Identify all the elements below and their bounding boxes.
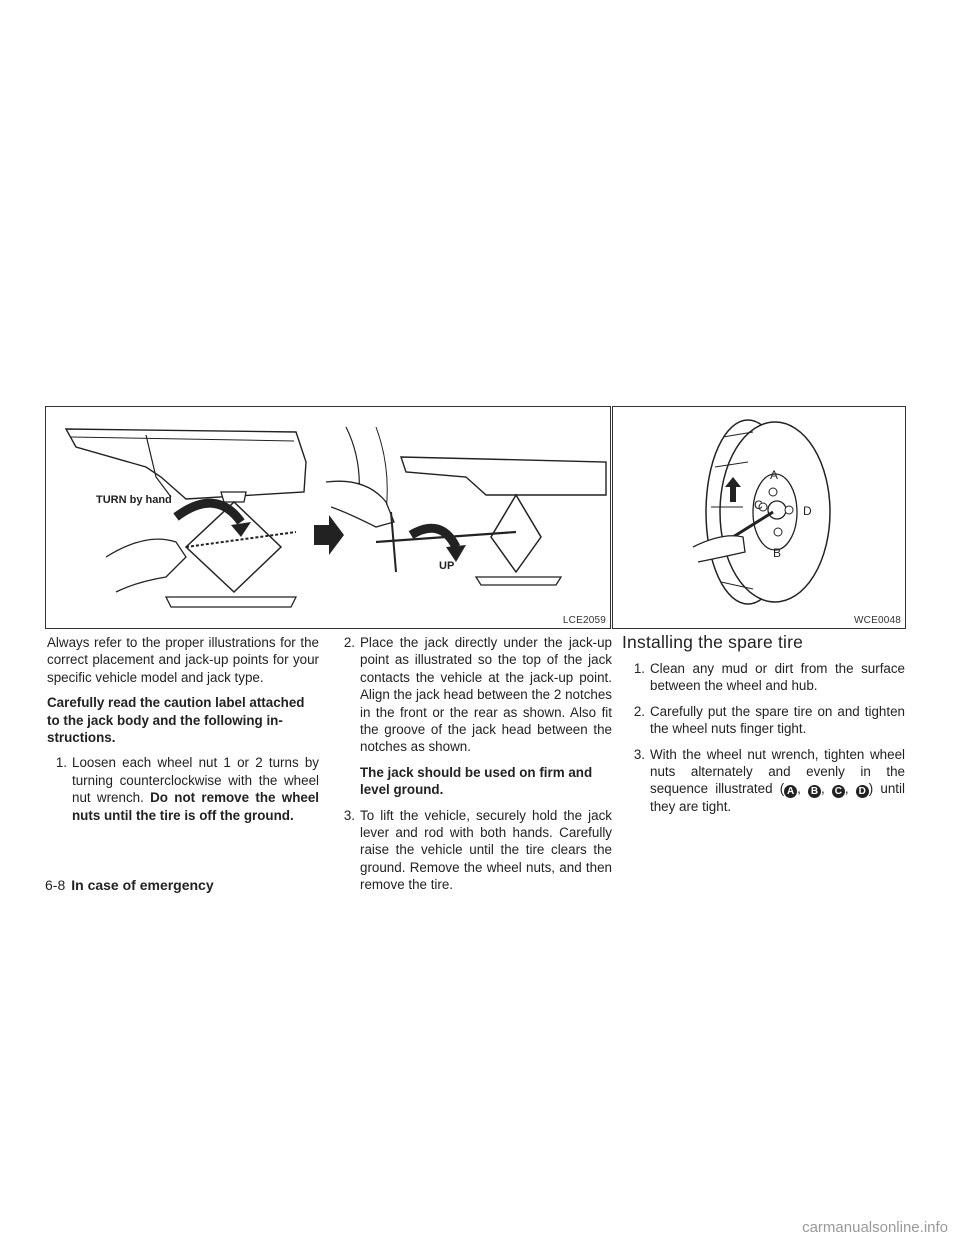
watermark: carmanualsonline.info: [802, 1219, 948, 1236]
step-warning: Do not remove the wheel nuts until the tire is off the ground.: [72, 790, 319, 823]
figure-code: WCE0048: [854, 615, 901, 626]
step-text-end: ) until they are tight.: [650, 781, 905, 815]
jack-illustration: [45, 406, 611, 629]
step-text: Loosen each wheel nut 1 or 2 turns by turning counterclockwise with the wheel nut wrench.: [72, 755, 319, 806]
turn-by-hand-label: TURN by hand: [96, 494, 172, 506]
wheel-drawing: [613, 407, 905, 628]
label-c: C: [754, 498, 763, 512]
label-b: B: [773, 546, 782, 560]
list-number: 1.: [633, 661, 645, 676]
list-number: 2.: [343, 635, 355, 650]
page-footer: [45, 877, 214, 893]
seq-badge-b: B: [808, 785, 821, 798]
step-text: Clean any mud or dirt from the surface between the wheel and hub.: [650, 661, 905, 694]
list-number: 3.: [343, 807, 355, 823]
list-item: [625, 703, 905, 738]
figure-code: LCE2059: [562, 615, 606, 626]
column-2: [335, 634, 612, 902]
section-heading: Installing the spare tire: [622, 632, 804, 652]
step-note: The jack should be used on firm and level ground.: [360, 764, 593, 798]
up-label: UP: [439, 560, 455, 572]
seq-badge-c: C: [832, 785, 845, 798]
step-text: To lift the vehicle, securely hold the jack lever and rod with both hands. Carefully raise the vehicle until the tire clears the ground. Remove the wheel nuts, and then remove the tire.: [360, 807, 612, 893]
list-item: [335, 634, 612, 756]
list-item: [625, 660, 905, 695]
caution-paragraph: Carefully read the caution label attached to the jack body and the following in-structions.: [47, 695, 305, 746]
label-a: A: [770, 468, 779, 482]
label-d: D: [803, 504, 812, 518]
step-text: Carefully put the spare tire on and tighten the wheel nuts finger tight.: [650, 703, 905, 737]
list-number: 2.: [633, 703, 645, 719]
list-item: 3. With the wheel nut wrench, tighten wheel nuts alternately and evenly in the sequence illustrated ( A , B , C , D ) until they are tight.: [625, 746, 905, 816]
seq-badge-a: A: [784, 785, 797, 798]
list-number: 3.: [633, 746, 645, 762]
seq-badge-d: D: [856, 785, 869, 798]
step-text: With the wheel nut wrench, tighten wheel nuts alternately and evenly in the sequence illustrated (: [650, 746, 905, 797]
page-number: 6-8: [45, 877, 66, 893]
wheel-nut-illustration: [612, 406, 906, 629]
step-text: Place the jack directly under the jack-up point as illustrated so the top of the jack contacts the vehicle at the jack-up point. Align the jack head between the 2 notches in the front or the rear as shown. Also fit the groove of the jack head between the notches as shown.: [360, 635, 612, 755]
section-title: In case of emergency: [71, 877, 214, 893]
jack-drawing: [46, 407, 610, 628]
intro-paragraph: Always refer to the proper illustrations for the correct placement and jack-up points for your specific vehicle model and jack type.: [47, 635, 319, 685]
column-3: [625, 660, 905, 824]
list-number: 1.: [55, 755, 67, 771]
list-item: [47, 754, 319, 824]
list-item: [335, 807, 612, 894]
column-1: [47, 634, 319, 832]
